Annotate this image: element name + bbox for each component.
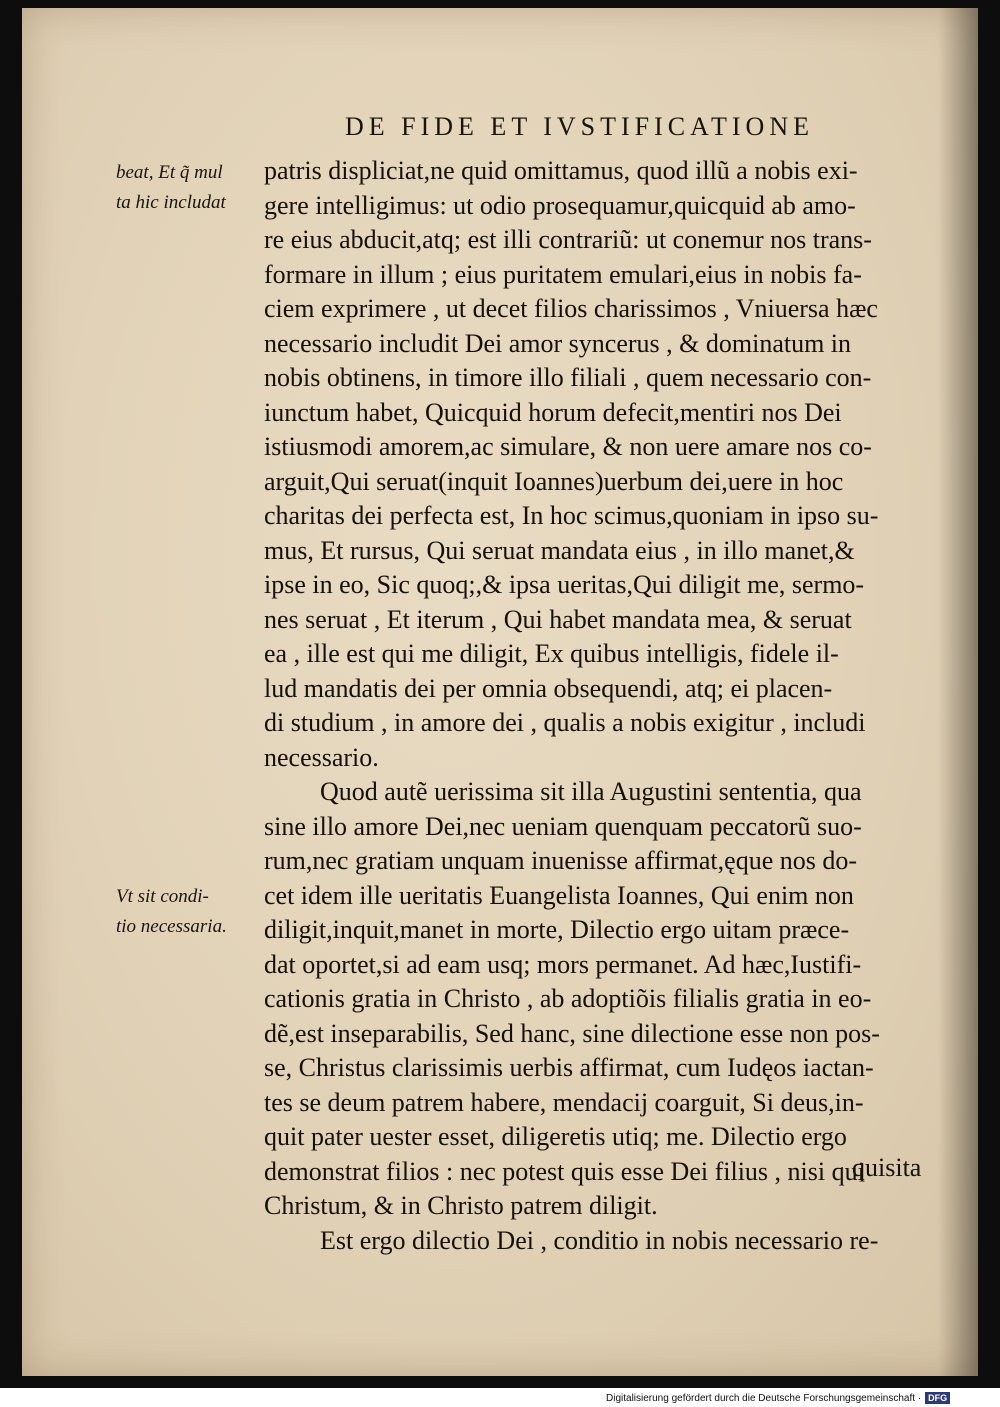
- text-line: iunctum habet, Quicquid horum defecit,mentiri nos Dei: [264, 397, 842, 427]
- text-line: demonstrat filios : nec potest quis esse Dei filius , nisi qui: [264, 1156, 865, 1186]
- text-line: necessario includit Dei amor syncerus , & dominatum in: [264, 328, 852, 358]
- page-fold-shadow: [938, 8, 978, 1376]
- running-head: DE FIDE ET IVSTIFICATIONE: [345, 112, 814, 141]
- paragraph-2-first-line: Quod autẽ uerissima sit illa Augustini sententia, qua: [320, 777, 862, 806]
- text-line: lud mandatis dei per omnia obsequendi, atq; ei placen-: [264, 673, 833, 703]
- text-line: re eius abducit,atq; est illi contrariũ: ut conemur nos trans-: [264, 225, 872, 254]
- text-line: di studium , in amore dei , qualis a nobis exigitur , includi: [264, 708, 866, 737]
- text-line: Christum, & in Christo patrem diligit.: [264, 1191, 658, 1220]
- paragraph-3-first-line: Est ergo dilectio Dei , conditio in nobis necessario re-: [320, 1225, 879, 1255]
- body-text: [264, 154, 944, 1258]
- text-line: arguit,Qui seruat(inquit Ioannes)uerbum dei,uere in hoc: [264, 466, 844, 496]
- text-line: se, Christus clarissimis uerbis affirmat, cum Iudęos iactan-: [264, 1053, 874, 1082]
- text-line: dẽ,est inseparabilis, Sed hanc, sine dilectione esse non pos-: [264, 1018, 880, 1048]
- text-line: dat oportet,si ad eam usq; mors permanet. Ad hæc,Iustifi-: [264, 949, 862, 979]
- text-line: rum,nec gratiam unquam inuenisse affirmat,ęque nos do-: [264, 846, 858, 875]
- text-line: ciem exprimere , ut decet filios charissimos , Vniuersa hæc: [264, 294, 878, 323]
- text-line: necessario.: [264, 742, 379, 772]
- text-line: formare in illum ; eius puritatem emulari,eius in nobis fa-: [264, 259, 862, 289]
- footer-credit: Digitalisierung gefördert durch die Deutsche Forschungsgemeinschaft ·: [606, 1392, 922, 1404]
- marginal-note-line: ta hic includat: [116, 192, 226, 213]
- marginal-note-line: tio necessaria.: [116, 916, 227, 937]
- text-line: cationis gratia in Christo , ab adoptiõis filialis gratia in eo-: [264, 984, 872, 1013]
- text-line: istiusmodi amorem,ac simulare, & non uere amare nos co-: [264, 432, 872, 461]
- text-line: tes se deum patrem habere, mendacij coarguit, Si deus,in-: [264, 1087, 864, 1117]
- text-line: nobis obtinens, in timore illo filiali , quem necessario con-: [264, 363, 872, 392]
- text-line: quit pater uester esset, diligeretis utiq; me. Dilectio ergo: [264, 1122, 847, 1151]
- text-line: nes seruat , Et iterum , Qui habet mandata mea, & seruat: [264, 604, 852, 634]
- catchword: quisita: [852, 1153, 922, 1182]
- text-line: ipse in eo, Sic quoq;,& ipsa ueritas,Qui diligit me, sermo-: [264, 570, 865, 599]
- text-line: ea , ille est qui me diligit, Ex quibus intelligis, fidele il-: [264, 639, 839, 668]
- marginal-note-line: beat, Et q̃ mul: [116, 162, 223, 183]
- text-line: diligit,inquit,manet in morte, Dilectio ergo uitam præce-: [264, 915, 850, 944]
- text-line: gere intelligimus: ut odio prosequamur,quicquid ab amo-: [264, 190, 856, 220]
- digitization-footer: [606, 1391, 950, 1405]
- marginal-note-2: [116, 882, 266, 942]
- text-line: sine illo amore Dei,nec ueniam quenquam peccatorũ suo-: [264, 811, 862, 841]
- text-line: cet idem ille ueritatis Euangelista Ioannes, Qui enim non: [264, 880, 854, 910]
- marginal-note-1: [116, 158, 266, 218]
- text-line: mus, Et rursus, Qui seruat mandata eius , in illo manet,&: [264, 535, 855, 565]
- text-line: charitas dei perfecta est, In hoc scimus,quoniam in ipso su-: [264, 501, 879, 530]
- dfg-logo: DFG: [925, 1392, 950, 1404]
- text-line: patris displiciat,ne quid omittamus, quod illũ a nobis exi-: [264, 156, 858, 185]
- marginal-note-line: Vt sit condi-: [116, 886, 209, 907]
